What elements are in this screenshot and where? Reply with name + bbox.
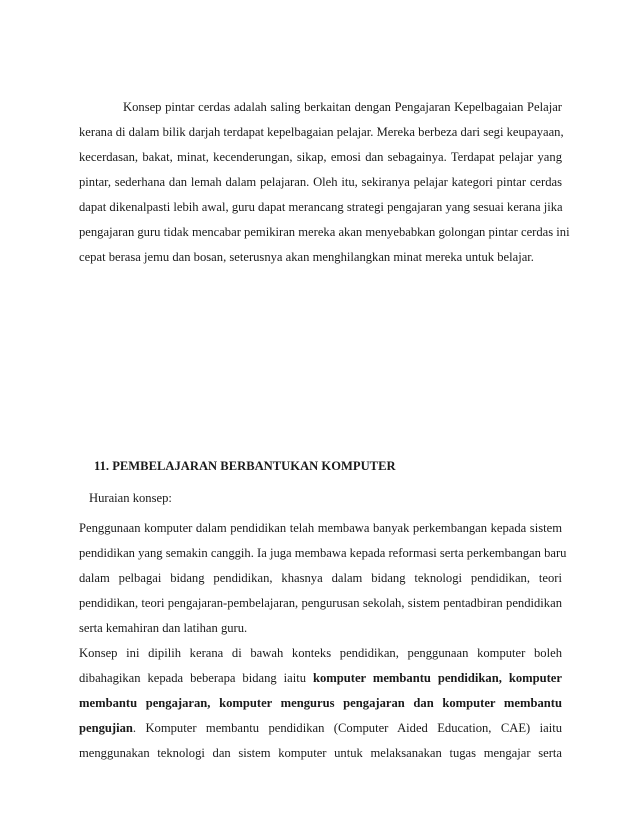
paragraph-line: pendidikan, teori pengajaran-pembelajaran, pengurusan sekolah, sistem pentadbiran pendidikan	[79, 596, 562, 610]
bold-text-run: pengujian	[79, 721, 133, 735]
section-subheading: Huraian konsep:	[89, 491, 172, 505]
paragraph-line: cepat berasa jemu dan bosan, seterusnya akan menghilangkan minat mereka untuk belajar.	[79, 250, 534, 264]
paragraph-line: Konsep ini dipilih kerana di bawah konteks pendidikan, penggunaan komputer boleh	[79, 646, 562, 660]
section-heading: 11. PEMBELAJARAN BERBANTUKAN KOMPUTER	[94, 459, 396, 473]
paragraph-line: Penggunaan komputer dalam pendidikan telah membawa banyak perkembangan kepada sistem	[79, 521, 562, 535]
paragraph-line	[79, 666, 562, 691]
paragraph-line: kerana di dalam bilik darjah terdapat kepelbagaian pelajar. Mereka berbeza dari segi keupayaan,	[79, 125, 564, 139]
paragraph-line	[79, 716, 562, 741]
text-run: dibahagikan kepada beberapa bidang iaitu	[79, 671, 313, 685]
text-run: . Komputer membantu pendidikan (Computer Aided Education, CAE) iaitu	[132, 721, 562, 735]
paragraph-line	[79, 691, 562, 716]
paragraph-line: Konsep pintar cerdas adalah saling berkaitan dengan Pengajaran Kepelbagaian Pelajar	[123, 100, 562, 114]
paragraph-line: dalam pelbagai bidang pendidikan, khasnya dalam bidang teknologi pendidikan, teori	[79, 571, 562, 585]
paragraph-konsep-dipilih	[79, 641, 562, 766]
paragraph-line: pendidikan yang semakin canggih. Ia juga membawa kepada reformasi serta perkembangan baru	[79, 546, 567, 560]
paragraph-line: pintar, sederhana dan lemah dalam pelajaran. Oleh itu, sekiranya pelajar kategori pintar cerdas	[79, 175, 562, 189]
bold-text-run: komputer membantu pendidikan, komputer	[312, 671, 562, 685]
paragraph-line: kecerdasan, bakat, minat, kecenderungan, sikap, emosi dan sebagainya. Terdapat pelajar yang	[79, 150, 562, 164]
paragraph-line: serta kemahiran dan latihan guru.	[79, 621, 248, 635]
paragraph-line: menggunakan teknologi dan sistem komputer untuk melaksanakan tugas mengajar serta	[79, 746, 562, 760]
paragraph-pintar-cerdas	[79, 95, 570, 270]
paragraph-line: dapat dikenalpasti lebih awal, guru dapat merancang strategi pengajaran yang sesuai kerana jika	[79, 200, 563, 214]
paragraph-penggunaan-komputer	[79, 516, 567, 641]
bold-text-run: membantu pengajaran, komputer mengurus pengajaran dan komputer membantu	[79, 696, 562, 710]
paragraph-line: pengajaran guru tidak mencabar pemikiran mereka akan menyebabkan golongan pintar cerdas ini	[79, 225, 570, 239]
